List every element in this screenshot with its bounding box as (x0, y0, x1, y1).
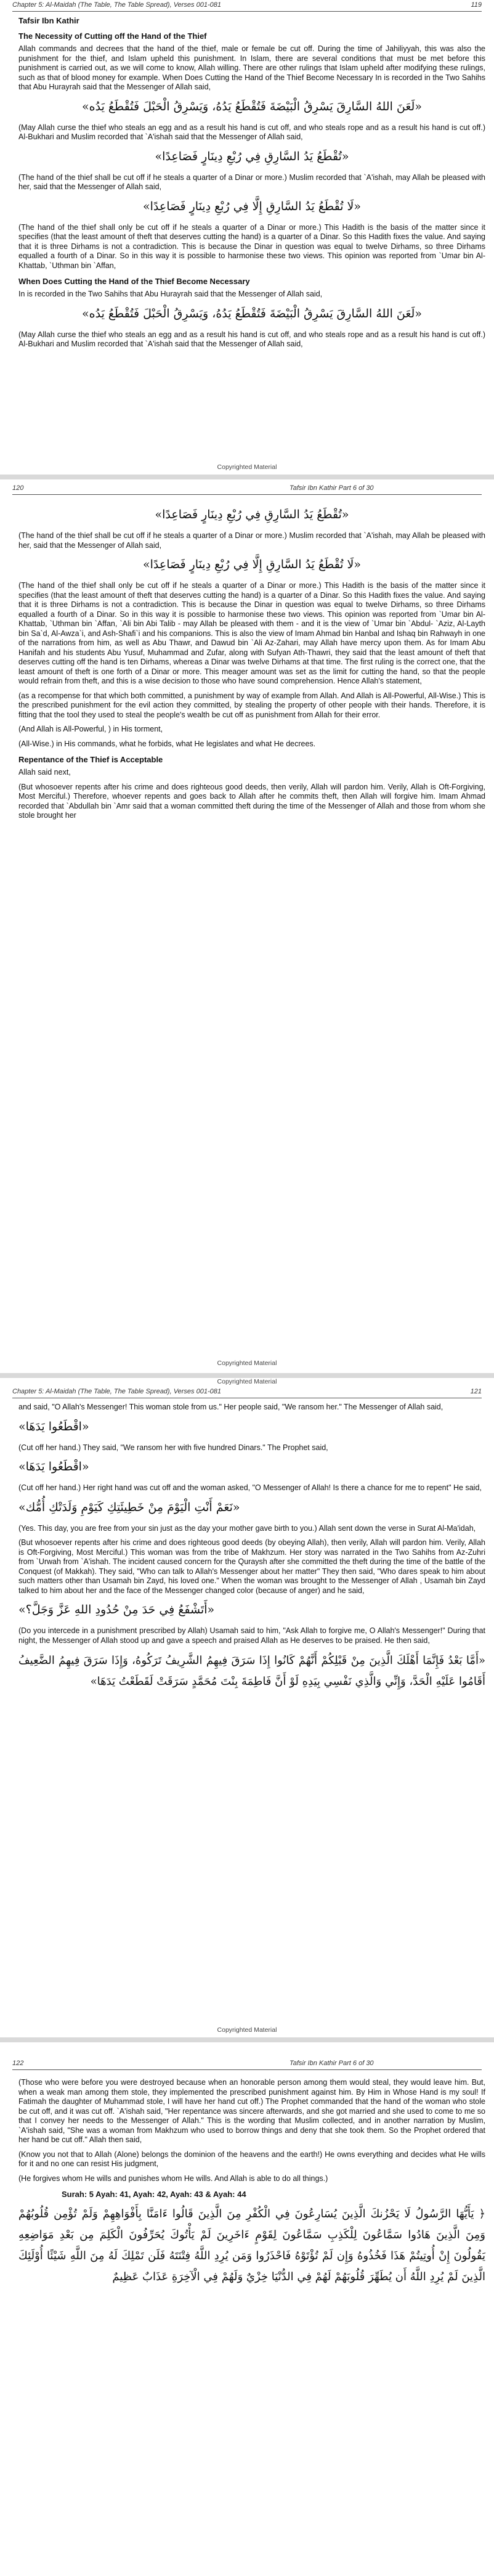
paragraph: (He forgives whom He wills and punishes whom He wills. And Allah is able to do all things.) (18, 2174, 328, 2183)
chapter-header: Chapter 5: Al-Maidah (The Table, The Table Spread), Verses 001-081 (12, 1, 221, 9)
page-header (12, 2058, 482, 2069)
book-title: Tafsir Ibn Kathir (18, 16, 79, 25)
page-2 (0, 479, 494, 1373)
arabic-hadith: «لَا تُقْطَعُ يَدُ السَّارِقِ إِلَّا فِي رُبْعِ دِينَارٍ فَصَاعِدًا» (143, 558, 361, 571)
book-part-header: Tafsir Ibn Kathir Part 6 of 30 (290, 2060, 374, 2067)
arabic-hadith: «تُقْطَعُ يَدُ السَّارِقِ فِي رُبْعِ دِينَارٍ فَصَاعِدًا» (155, 508, 349, 521)
page-header (12, 0, 482, 11)
paragraph: In is recorded in the Two Sahihs that Abu Hurayrah said that the Messenger of Allah said, (18, 290, 323, 298)
copyright-footer: Copyrighted Material (217, 1378, 277, 1385)
paragraph: and said, "O Allah's Messenger! This woman stole from us." Her people said, "We ransom her." The Messenger of Allah said, (18, 1403, 443, 1411)
paragraph: (But whosoever repents after his crime and does righteous good deeds (by obeying Allah), then verily, Allah will pardon him. Verily, Allah is Oft-Forgiving, Most Merciful.) This woman was from the tribe of Makhzum. Her story was narrated in the Two Sahihs from Az-Zuhri from `Urwah from `A'ishah. The incident caused concern for the Quraysh after she committed the theft during the time of the battle of the Conquest (of Makkah). They said, "Who can talk to Allah's Messenger about her matter" They then said, "Who dares speak to him about such matters other than Usamah bin Zayd, his loved one." When the woman was brought to the Messenger of Allah , Usamah bin Zayd talked to him about her and the face of the Messenger changed color (because of anger) and he said, (18, 1538, 485, 1595)
page-1 (0, 0, 494, 475)
paragraph: (The hand of the thief shall only be cut off if he steals a quarter of a Dinar or more.) This Hadith is the basis of the matter since it specifies (that the least amount of theft that deserves cutting the hand) is a quarter of a Dinar. So this Hadith fixes the value. And saying that it is three Dirhams is not a contradiction. This is because the Dinar in question was equal to twelve Dirhams, so three Dirhams equalled a fourth of a Dinar. So in this way it is possible to harmonise these two views. This opinion was reported from `Umar bin Al-Khattab, `Uthman bin `Affan, (18, 222, 485, 270)
paragraph: (Yes. This day, you are free from your sin just as the day your mother gave birth to you.) Allah sent down the verse in Surat Al-Ma'idah, (18, 1523, 476, 1533)
paragraph: Allah said next, (18, 768, 71, 776)
paragraph: Allah commands and decrees that the hand of the thief, male or female be cut off. During the time of Jahiliyyah, this was also the punishment for the thief, and Islam upheld this punishment. In Islam, there are several conditions that must be met before this punishment is carried out, as we will come to know, Allah willing. There are other rulings that Islam upheld after modifying these rulings, such as that of blood money for example. When Does Cutting the Hand of the Thief Become Necessary In is recorded in the Two Sahihs that Abu Hurayrah said that the Messenger of Allah said, (18, 44, 485, 91)
paragraph: (The hand of the thief shall be cut off if he steals a quarter of a Dinar or more.) Muslim recorded that `A'ishah, may Allah be pleased with her, said that the Messenger of Allah said, (18, 173, 485, 191)
arabic-hadith: «لَعَنَ اللهُ السَّارِقَ يَسْرِقُ الْبَيْضَةَ فَتُقْطَعُ يَدُهُ، وَيَسْرِقُ الْحَبْلَ فَتُقْطَعُ يَدُه» (82, 99, 422, 113)
page-number: 121 (470, 1388, 482, 1395)
paragraph: (The hand of the thief shall only be cut off if he steals a quarter of a Dinar or more.) This Hadith is the basis of the matter since it specifies (that the least amount of theft that deserves cutting the hand) is a quarter of a Dinar. So this Hadith fixes the value. And saying that it is three Dirhams is not a contradiction. This is because the Dinar in question was equal to twelve Dirhams, so three Dirhams equalled a fourth of a Dinar. So in this way it is possible to harmonise these two views. This opinion was reported from `Umar bin Al-Khattab, `Uthman bin `Affan, `Ali bin Abi Talib - may Allah be pleased with them - and it is the view of `Umar bin `Abdul- `Aziz, Al-Layth bin Sa`d, Al-Awza`i, and Ash-Shafi`i and his companions. This is also the view of Imam Ahmad bin Hanbal and Ishaq bin Rahwayh in one of the narrations from him, as well as Abu Thawr, and Dawud bin `Ali Az-Zahari, may Allah have mercy upon them. As for Imam Abu Hanifah and his students Abu Yusuf, Muhammad and Zufar, along with Sufyan Ath-Thawri, they said that the least amount of theft that deserves cutting off the hand is ten Dirhams, whereas a Dinar was twelve Dirhams at that time. The first ruling is the correct one, that the least amount of theft is one forth of a Dinar or more. This meager amount was set as the limit for cutting the hand, so that the people would refrain from theft, and this is a wise decision to those who have sound comprehension. Hence Allah's statement, (18, 581, 485, 685)
paragraph: (May Allah curse the thief who steals an egg and as a result his hand is cut off, and who steals rope and as a result his hand is cut off.) Al-Bukhari and Muslim recorded that `A'ishah said that the Messenger of Allah said, (18, 123, 485, 141)
header-divider (12, 2069, 482, 2070)
book-part-header: Tafsir Ibn Kathir Part 6 of 30 (290, 484, 374, 492)
arabic-hadith: «تُقْطَعُ يَدُ السَّارِقِ فِي رُبْعِ دِينَارٍ فَصَاعِدًا» (155, 149, 349, 163)
copyright-footer: Copyrighted Material (217, 463, 277, 471)
paragraph: (May Allah curse the thief who steals an egg and as a result his hand is cut off, and who steals rope and as a result his hand is cut off.) Al-Bukhari and Muslim recorded that `A'ishah said that the Messenger of Allah said, (18, 330, 485, 348)
paragraph: (The hand of the thief shall be cut off if he steals a quarter of a Dinar or more.) Muslim recorded that `A'ishah, may Allah be pleased with her, said that the Messenger of Allah said, (18, 531, 485, 550)
page-4 (0, 2042, 494, 2576)
paragraph: (Do you intercede in a punishment prescribed by Allah) Usamah said to him, "Ask Allah to forgive me, O Allah's Messenger!" During that night, the Messenger of Allah stood up and gave a speech and praised Allah as He deserves to be praised. He then said, (18, 1626, 485, 1645)
arabic-hadith: «اقْطَعُوا يَدَهَا» (18, 1460, 89, 1473)
paragraph: (All-Wise.) in His commands, what he forbids, what He legislates and what He decrees. (18, 739, 316, 748)
arabic-hadith: «اقْطَعُوا يَدَهَا» (18, 1419, 89, 1433)
arabic-hadith: «أَمَّا بَعْدُ فَإِنَّمَا أَهْلَكَ الَّذِينَ مِنْ قَبْلِكُمْ أَنَّهُمْ كَانُوا إِذَا سَرَقَ فِيهِمُ الشَّرِيفُ تَرَكُوهُ، وَإِذَا سَرَقَ فِيهِمُ الضَّعِيفُ أَقَامُوا عَلَيْهِ الْحَدَّ، وَإِنِّي وَالَّذِي نَفْسِي بِيَدِهِ لَوْ أَنَّ فَاطِمَةَ بِنْتَ مُحَمَّدٍ سَرَقَتْ لَقَطَعْتُ يَدَهَا» (18, 1654, 485, 1688)
arabic-hadith: «لَعَنَ اللهُ السَّارِقَ يَسْرِقُ الْبَيْضَةَ فَتُقْطَعُ يَدُهُ، وَيَسْرِقُ الْحَبْلَ فَتُقْطَعُ يَدُه» (82, 306, 422, 320)
paragraph: (But whosoever repents after his crime and does righteous good deeds, then verily, Allah will pardon him. Verily, Allah is Oft-Forgiving, Most Merciful.) Therefore, whoever repents and goes back to Allah after he commits theft, then Allah will forgive him. Imam Ahmad recorded that `Abdullah bin `Amr said that a woman committed theft during the time of the Messenger of Allah and those from whom she stole brought her (18, 782, 485, 820)
copyright-footer: Copyrighted Material (217, 2026, 277, 2034)
chapter-header: Chapter 5: Al-Maidah (The Table, The Table Spread), Verses 001-081 (12, 1388, 221, 1395)
header-divider (12, 494, 482, 495)
paragraph: (Cut off her hand.) Her right hand was cut off and the woman asked, "O Messenger of Allah! Is there a chance for me to repent" He said, (18, 1483, 482, 1492)
copyright-footer: Copyrighted Material (217, 1359, 277, 1367)
section-heading: When Does Cutting the Hand of the Thief Become Necessary (18, 277, 250, 286)
page-3 (0, 1378, 494, 2037)
paragraph: (Those who were before you were destroyed because when an honorable person among them would steal, they would leave him. But, when a weak man among them stole, they implemented the prescribed punishment against him. By Him in Whose Hand is my soul! If Fatimah the daughter of Muhammad stole, I will have her hand cut off.) The Prophet commanded that the hand of the woman who stole be cut off, and it was cut off. `A'ishah said, "Her repentance was sincere afterwards, and she got married and she used to come to me so that I convey her needs to the Messenger of Allah." This is the wording that Muslim collected, and in another narration by Muslim, `A'ishah said, "She was a woman from Makhzum who used to borrow things and deny that she took them. So the Prophet ordered that her hand be cut off." Allah then said, (18, 2078, 485, 2144)
arabic-hadith: «أَتَشْفَعُ فِي حَدَ مِنْ حُدُودِ اللهِ عَزَّ وَجَلَّ؟» (18, 1603, 215, 1616)
page-number: 120 (12, 484, 24, 492)
page-number: 119 (471, 1, 482, 9)
section-heading: The Necessity of Cutting off the Hand of the Thief (18, 31, 207, 41)
page-header (12, 483, 482, 494)
section-heading: Repentance of the Thief is Acceptable (18, 755, 163, 764)
page-header (12, 1387, 482, 1398)
paragraph: (as a recompense for that which both committed, a punishment by way of example from Allah. And Allah is All-Powerful, All-Wise.) This is the prescribed punishment for the evil action they committed, by stealing the property of other people with their hands. Therefore, it is fitting that the tool they used to steal the people's wealth be cut off as punishment from Allah for their error. (18, 691, 485, 719)
arabic-hadith: «لَا تُقْطَعُ يَدُ السَّارِقِ إِلَّا فِي رُبْعِ دِينَارٍ فَصَاعِدًا» (143, 199, 361, 213)
surah-heading: Surah: 5 Ayah: 41, Ayah: 42, Ayah: 43 & Ayah: 44 (62, 2190, 246, 2199)
page-number: 122 (12, 2060, 24, 2067)
header-divider (12, 11, 482, 12)
paragraph: (Know you not that to Allah (Alone) belongs the dominion of the heavens and the earth!) He owns everything and decides what He wills for it and no one can resist His judgment, (18, 2150, 485, 2168)
paragraph: (And Allah is All-Powerful, ) in His torment, (18, 725, 163, 733)
arabic-hadith: «نَعَمْ أَنْتِ الْيَوْمَ مِنْ خَطِيئَتِكِ كَيَوْمِ وَلَدَتْكِ أُمُّك» (18, 1500, 240, 1514)
paragraph: (Cut off her hand.) They said, "We ransom her with five hundred Dinars." The Prophet said, (18, 1443, 328, 1452)
arabic-verse: ﴿ يَأَيُّهَا الرَّسُولُ لَا يَحْزُنكَ الَّذِينَ يُسَارِعُونَ فِي الْكُفْرِ مِنَ الَّذِينَ قَالُوا ءَامَنَّا بِأَفْوَاهِهِمْ وَلَمْ تُؤْمِن قُلُوبُهُمْ وَمِنَ الَّذِينَ هَادُوا سَمَّاعُونَ لِلْكَذِبِ سَمَّاعُونَ لِقَوْمٍ ءَاخَرِينَ لَمْ يَأْتُوكَ يُحَرِّفُونَ الْكَلِمَ مِن بَعْدِ مَوَاضِعِهِ يَقُولُونَ إِنْ أُوتِيتُمْ هَذَا فَخُذُوهُ وَإِن لَمْ تُؤْتَوْهُ فَاحْذَرُوا وَمَن يُرِدِ اللَّهُ فِتْنَتَهُ فَلَن تَمْلِكَ لَهُ مِنَ اللَّهِ شَيْئًا أُوْلَئِكَ الَّذِينَ لَمْ يُرِدِ اللَّهُ أَن يُطَهِّرَ قُلُوبَهُمْ لَهُمْ فِي الدُّنْيَا خِزْيٌ وَلَهُمْ فِي الْآخِرَةِ عَذَابٌ عَظِيمٌ (18, 2207, 486, 2283)
